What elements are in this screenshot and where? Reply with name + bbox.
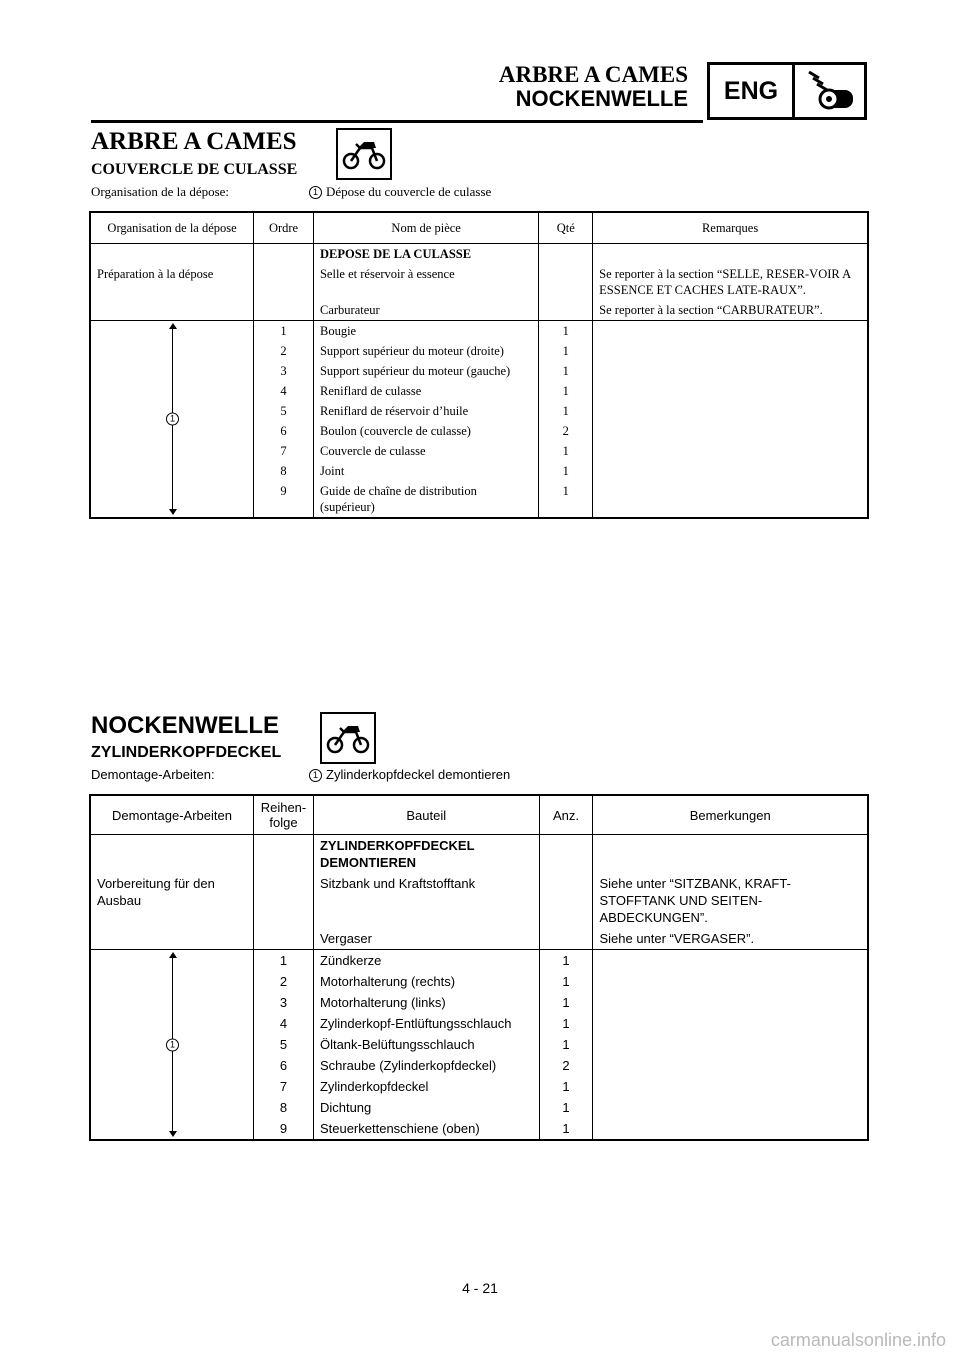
table-row bbox=[90, 264, 868, 300]
removal-order-label: Demontage-Arbeiten: bbox=[91, 767, 215, 782]
col-header: Nom de pièce bbox=[313, 212, 538, 244]
col-header: Anz. bbox=[539, 795, 593, 835]
quantity: 1 bbox=[539, 1076, 593, 1097]
quantity: 1 bbox=[539, 1097, 593, 1118]
removal-step bbox=[309, 767, 510, 782]
order-number: 9 bbox=[254, 481, 314, 518]
part-name: Guide de chaîne de distribution (supérieur) bbox=[313, 481, 538, 518]
section-subtitle-de: ZYLINDERKOPFDECKEL bbox=[91, 744, 282, 761]
table-head-row: DEPOSE DE LA CULASSE bbox=[313, 244, 538, 265]
quantity: 1 bbox=[539, 381, 593, 401]
step-marker: 1 bbox=[309, 186, 322, 199]
eng-label: ENG bbox=[710, 65, 795, 117]
order-number: 4 bbox=[254, 381, 314, 401]
removal-step bbox=[309, 184, 491, 200]
header-title-de: NOCKENWELLE bbox=[515, 86, 688, 111]
order-number: 1 bbox=[254, 321, 314, 342]
part-name: Vergaser bbox=[313, 928, 539, 950]
quantity: 2 bbox=[539, 1055, 593, 1076]
eng-badge bbox=[707, 62, 867, 120]
section-subtitle-fr: COUVERCLE DE CULASSE bbox=[91, 161, 298, 178]
quantity: 1 bbox=[539, 1034, 593, 1055]
table-row bbox=[90, 321, 868, 342]
page-number: 4 - 21 bbox=[462, 1280, 498, 1296]
motorcycle-icon bbox=[336, 128, 392, 180]
part-name: Zylinderkopfdeckel bbox=[313, 1076, 539, 1097]
quantity: 1 bbox=[539, 950, 593, 972]
table-row bbox=[90, 835, 868, 874]
part-name: Reniflard de réservoir d’huile bbox=[313, 401, 538, 421]
col-header: Bauteil bbox=[313, 795, 539, 835]
motorcycle-icon bbox=[320, 712, 376, 764]
part-name: Zylinderkopf-Entlüftungsschlauch bbox=[313, 1013, 539, 1034]
order-number: 2 bbox=[254, 341, 314, 361]
quantity: 1 bbox=[539, 971, 593, 992]
removal-group bbox=[90, 950, 254, 1141]
part-name: Bougie bbox=[313, 321, 538, 342]
quantity: 1 bbox=[539, 1118, 593, 1140]
order-number: 5 bbox=[254, 401, 314, 421]
order-number: 3 bbox=[254, 361, 314, 381]
section-title-de: NOCKENWELLE bbox=[91, 712, 279, 739]
quantity: 1 bbox=[539, 481, 593, 518]
part-name: Reniflard de culasse bbox=[313, 381, 538, 401]
header-title-fr: ARBRE A CAMES bbox=[498, 62, 688, 87]
group-marker: 1 bbox=[166, 413, 179, 426]
table-header bbox=[90, 212, 868, 244]
table-row bbox=[90, 950, 868, 972]
col-header: Ordre bbox=[254, 212, 314, 244]
part-name: Dichtung bbox=[313, 1097, 539, 1118]
remark: Se reporter à la section “CARBURATEUR”. bbox=[593, 300, 868, 321]
removal-order-fr bbox=[91, 184, 492, 200]
col-header: Reihen-folge bbox=[254, 795, 314, 835]
table-row bbox=[90, 300, 868, 321]
order-number: 7 bbox=[254, 441, 314, 461]
section-title-fr: ARBRE A CAMES bbox=[91, 128, 297, 155]
table-row bbox=[90, 873, 868, 928]
col-header: Bemerkungen bbox=[593, 795, 868, 835]
prep-label: Préparation à la dépose bbox=[90, 264, 254, 300]
header-rule bbox=[91, 120, 703, 123]
prep-label: Vorbereitung für den Ausbau bbox=[90, 873, 254, 928]
removal-group bbox=[90, 321, 254, 519]
order-number: 2 bbox=[254, 971, 314, 992]
watermark: carmanualsonline.info bbox=[770, 1330, 946, 1350]
parts-table-fr bbox=[89, 211, 869, 519]
group-marker: 1 bbox=[166, 1038, 179, 1051]
remark: Siehe unter “VERGASER”. bbox=[593, 928, 868, 950]
order-number: 3 bbox=[254, 992, 314, 1013]
remark: Siehe unter “SITZBANK, KRAFT-STOFFTANK UND SEITEN-ABDECKUNGEN”. bbox=[593, 873, 868, 928]
range-arrow bbox=[169, 954, 175, 1135]
part-name: Steuerkettenschiene (oben) bbox=[313, 1118, 539, 1140]
step-marker: 1 bbox=[309, 769, 322, 782]
order-number: 1 bbox=[254, 950, 314, 972]
order-number: 6 bbox=[254, 1055, 314, 1076]
step-text: Dépose du couvercle de culasse bbox=[326, 184, 492, 199]
table-row bbox=[90, 244, 868, 265]
part-name: Selle et réservoir à essence bbox=[313, 264, 538, 300]
quantity: 2 bbox=[539, 421, 593, 441]
range-arrow bbox=[170, 325, 176, 513]
order-number: 5 bbox=[254, 1034, 314, 1055]
order-number: 7 bbox=[254, 1076, 314, 1097]
removal-order-de bbox=[91, 767, 511, 782]
quantity: 1 bbox=[539, 461, 593, 481]
part-name: Support supérieur du moteur (gauche) bbox=[313, 361, 538, 381]
removal-order-label: Organisation de la dépose: bbox=[91, 184, 230, 199]
remark: Se reporter à la section “SELLE, RESER-VOIR A ESSENCE ET CACHES LATE-RAUX”. bbox=[593, 264, 868, 300]
order-number: 4 bbox=[254, 1013, 314, 1034]
order-number: 9 bbox=[254, 1118, 314, 1140]
part-name: Couvercle de culasse bbox=[313, 441, 538, 461]
quantity: 1 bbox=[539, 992, 593, 1013]
order-number: 6 bbox=[254, 421, 314, 441]
table-head-row: ZYLINDERKOPFDECKEL DEMONTIEREN bbox=[313, 835, 539, 874]
quantity: 1 bbox=[539, 401, 593, 421]
part-name: Carburateur bbox=[313, 300, 538, 321]
col-header: Qté bbox=[539, 212, 593, 244]
camshaft-icon bbox=[795, 65, 864, 117]
quantity: 1 bbox=[539, 441, 593, 461]
part-name: Support supérieur du moteur (droite) bbox=[313, 341, 538, 361]
quantity: 1 bbox=[539, 321, 593, 342]
order-number: 8 bbox=[254, 1097, 314, 1118]
table-header bbox=[90, 795, 868, 835]
part-name: Boulon (couvercle de culasse) bbox=[313, 421, 538, 441]
part-name: Motorhalterung (links) bbox=[313, 992, 539, 1013]
order-number: 8 bbox=[254, 461, 314, 481]
quantity: 1 bbox=[539, 1013, 593, 1034]
part-name: Schraube (Zylinderkopfdeckel) bbox=[313, 1055, 539, 1076]
col-header: Organisation de la dépose bbox=[90, 212, 254, 244]
part-name: Motorhalterung (rechts) bbox=[313, 971, 539, 992]
col-header: Remarques bbox=[593, 212, 868, 244]
quantity: 1 bbox=[539, 361, 593, 381]
table-row bbox=[90, 928, 868, 950]
quantity: 1 bbox=[539, 341, 593, 361]
parts-table-de bbox=[89, 794, 869, 1141]
part-name: Öltank-Belüftungsschlauch bbox=[313, 1034, 539, 1055]
part-name: Joint bbox=[313, 461, 538, 481]
part-name: Sitzbank und Kraftstofftank bbox=[313, 873, 539, 928]
col-header: Demontage-Arbeiten bbox=[90, 795, 254, 835]
step-text: Zylinderkopfdeckel demontieren bbox=[326, 767, 511, 782]
part-name: Zündkerze bbox=[313, 950, 539, 972]
